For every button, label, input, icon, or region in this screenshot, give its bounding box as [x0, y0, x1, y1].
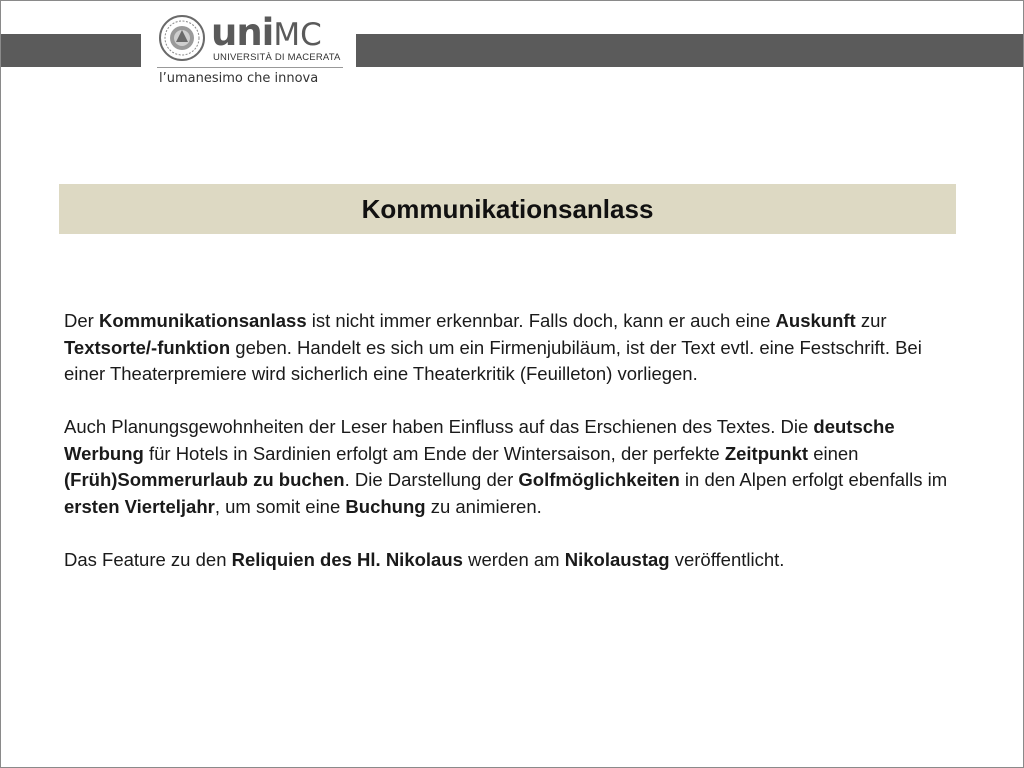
body-text: , um somit eine [214, 495, 346, 517]
logo-divider [157, 67, 343, 68]
paragraph-2 [64, 414, 959, 520]
body-text: werden am [462, 548, 565, 570]
university-logo [153, 9, 349, 89]
university-seal-icon [159, 15, 205, 61]
body-text: Das Feature zu den [64, 548, 232, 570]
body-text: Auch Planungsgewohnheiten der Leser haben Einfluss auf das Erschienen des Textes. Die [64, 416, 814, 437]
emphasized-text: Nikolaustag [564, 548, 670, 570]
emphasized-text: Zeitpunkt [724, 442, 809, 464]
emphasized-text: Textsorte/-funktion [64, 336, 231, 358]
body-text: einen [808, 442, 859, 464]
emphasized-text: Auskunft [775, 310, 856, 331]
slide-title-banner [59, 184, 956, 234]
emphasized-text: deutsche Werbung [64, 416, 895, 464]
body-text: für Hotels in Sardinien erfolgt am Ende der Wintersaison, der perfekte [143, 442, 725, 464]
paragraph-3 [64, 547, 959, 574]
body-text: Der [64, 310, 99, 331]
brand-wordmark: uniMC [211, 11, 322, 54]
header-bar-left [1, 34, 141, 67]
body-text: ist nicht immer erkennbar. Falls doch, kann er auch eine [306, 310, 776, 331]
header-bar-right [356, 34, 1023, 67]
body-text: geben. Handelt es sich um ein Firmenjubiläum, ist der Text evtl. eine Festschrift. Bei einer Theaterpremiere wird sicherlich eine Theaterkritik (Feuilleton) vorliegen. [64, 336, 922, 384]
university-tagline: l’umanesimo che innova [159, 71, 319, 86]
body-text: . Die Darstellung der [344, 469, 519, 490]
body-text: zu animieren. [425, 495, 542, 517]
paragraph-1 [64, 308, 959, 388]
body-text: in den Alpen erfolgt ebenfalls im [679, 469, 948, 490]
emphasized-text: Kommunikationsanlass [98, 310, 307, 331]
slide-body [64, 308, 959, 573]
body-text: veröffentlicht. [669, 548, 785, 570]
body-text: zur [855, 310, 887, 331]
slide-title: Kommunikationsanlass [361, 193, 654, 224]
emphasized-text: Reliquien des Hl. Nikolaus [231, 548, 463, 570]
emphasized-text: Buchung [345, 495, 426, 517]
emphasized-text: ersten Vierteljahr [64, 495, 215, 517]
emphasized-text: (Früh)Sommerurlaub zu buchen [64, 469, 345, 490]
university-name: UNIVERSITÀ DI MACERATA [213, 52, 341, 63]
emphasized-text: Golfmöglichkeiten [518, 469, 680, 490]
